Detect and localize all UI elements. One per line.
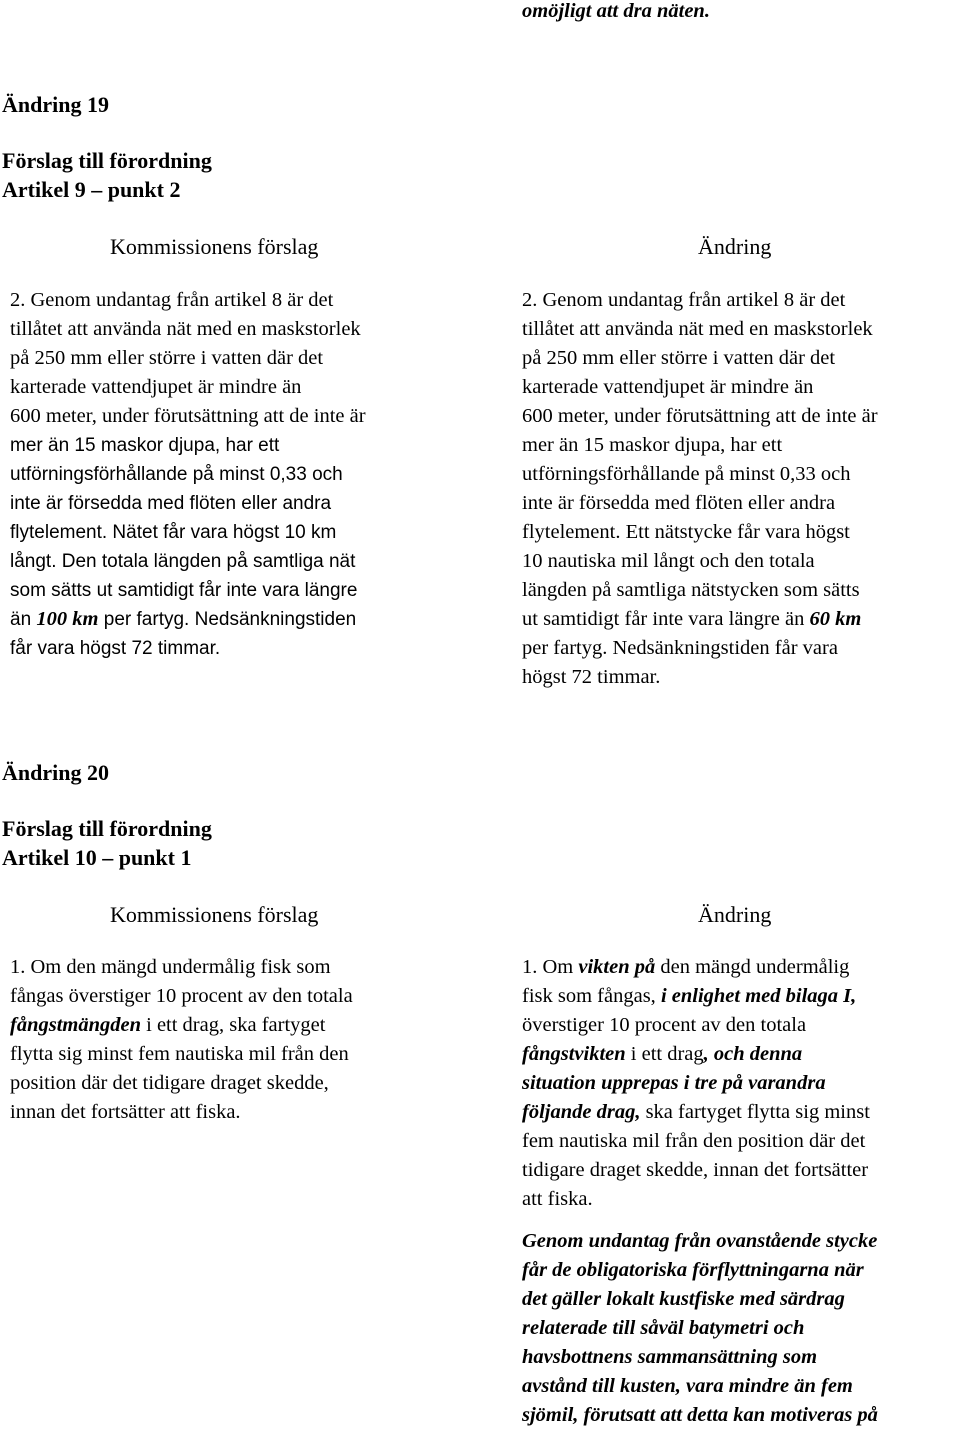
amendment-19-left-column-heading: Kommissionens förslag [110, 234, 319, 259]
amendment-19-article: Artikel 9 – punkt 2 [2, 177, 181, 202]
amendment-20-proposal: Förslag till förordning [2, 816, 212, 841]
amendment-20-left-column-heading: Kommissionens förslag [110, 902, 319, 927]
amended-term: följande drag, [522, 1101, 641, 1123]
amended-value: 100 km [36, 608, 99, 630]
amendment-19-proposal: Förslag till förordning [2, 148, 212, 173]
amendment-20-article: Artikel 10 – punkt 1 [2, 845, 192, 870]
amended-value: 60 km [809, 608, 862, 630]
amendment-20-right-column-heading: Ändring [698, 902, 772, 927]
amendment-19-title: Ändring 19 [2, 92, 109, 117]
amended-term: i enlighet med bilaga I, [660, 985, 857, 1007]
amended-term: fångstvikten [522, 1043, 626, 1065]
continuation-text: omöjligt att dra näten. [522, 0, 710, 22]
amendment-20-title: Ändring 20 [2, 760, 109, 785]
amended-term: vikten på [578, 956, 656, 978]
amendment-19-right-column-heading: Ändring [698, 234, 772, 259]
amended-term: fångstmängden [10, 1014, 141, 1036]
amended-term: , och denna [703, 1043, 803, 1065]
